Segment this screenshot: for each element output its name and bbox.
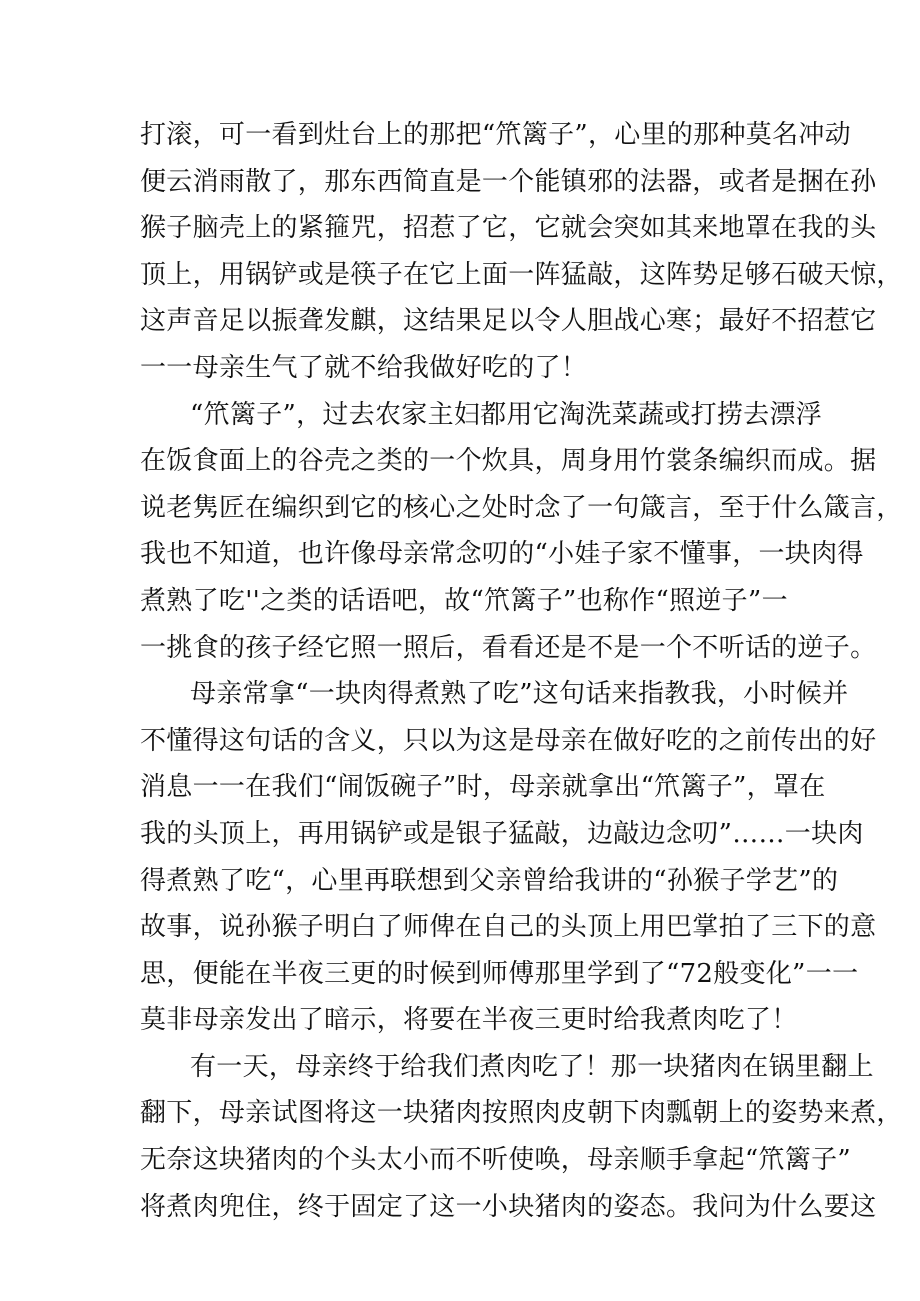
text-line: 一一母亲生气了就不给我做好吃的了！ [140,352,588,383]
text-line: 故事，说孙猴子明白了师俾在自己的头顶上用巴掌拍了三下的意 [140,912,877,943]
text-line: 莫非母亲发出了暗示，将要在半夜三更时给我煮肉吃了！ [140,1005,798,1036]
text-line: 不懂得这句话的含义，只以为这是母亲在做好吃的之前传出的好 [140,725,877,756]
body-text [140,112,903,1230]
text-line: 消息一一在我们“闹饭碗子”时，母亲就拿出“笊篱子”，罩在 [140,772,826,803]
paragraph-start-line: 母亲常拿“一块肉得煮熟了吃”这句话来指教我，小时候并 [190,679,849,710]
text-line: 顶上，用锅铲或是筷子在它上面一阵猛敲，这阵势足够石破天惊， [140,259,903,290]
paragraph-start-line: 有一天，母亲终于给我们煮肉吃了！那一块猪肉在锅里翻上 [190,1051,874,1082]
text-line: 一挑食的孩子经它照一照后，看看还是不是一个不听话的逆子。 [140,632,877,663]
text-line: 说老隽匠在编织到它的核心之处时念了一句箴言，至于什么箴言， [140,492,903,523]
text-line: 煮熟了吃''之类的话语吧，故“笊篱子”也称作“照逆子”一 [140,585,788,616]
text-line: 翻下，母亲试图将这一块猪肉按照肉皮朝下肉瓢朝上的姿势来煮， [140,1098,903,1129]
paragraph-start-line: “笊篱子”，过去农家主妇都用它淘洗菜蔬或打捞去漂浮 [190,399,823,430]
text-line: 将煮肉兜住，终于固定了这一小块猪肉的姿态。我问为什么要这 [140,1191,877,1222]
text-line: 无奈这块猪肉的个头太小而不听使唤，母亲顺手拿起“笊篱子” [140,1145,851,1176]
text-line: 打滚，可一看到灶台上的那把“笊篱子”，心里的那种莫名冲动 [140,120,851,150]
text-line: 这声音足以振聋发麒，这结果足以令人胆战心寒；最好不招惹它 [140,306,877,337]
text-line: 我的头顶上，再用锅铲或是银子猛敲，边敲边念叨”……一块肉 [140,818,864,849]
text-line: 思，便能在半夜三更的时候到师傅那里学到了“72般变化”一一 [140,958,859,989]
text-line: 得煮熟了吃“，心里再联想到父亲曾给我讲的“孙猴子学艺”的 [140,865,839,896]
text-line: 在饭食面上的谷壳之类的一个炊具，周身用竹裳条编织而成。据 [140,446,877,477]
text-line: 便云消雨散了，那东西简直是一个能镇邪的法器，或者是捆在孙 [140,166,877,197]
text-line: 猴子脑壳上的紧箍咒，招惹了它，它就会突如其来地罩在我的头 [140,213,877,244]
text-line: 我也不知道，也许像母亲常念叨的“小娃子家不懂事，一块肉得 [140,539,864,570]
